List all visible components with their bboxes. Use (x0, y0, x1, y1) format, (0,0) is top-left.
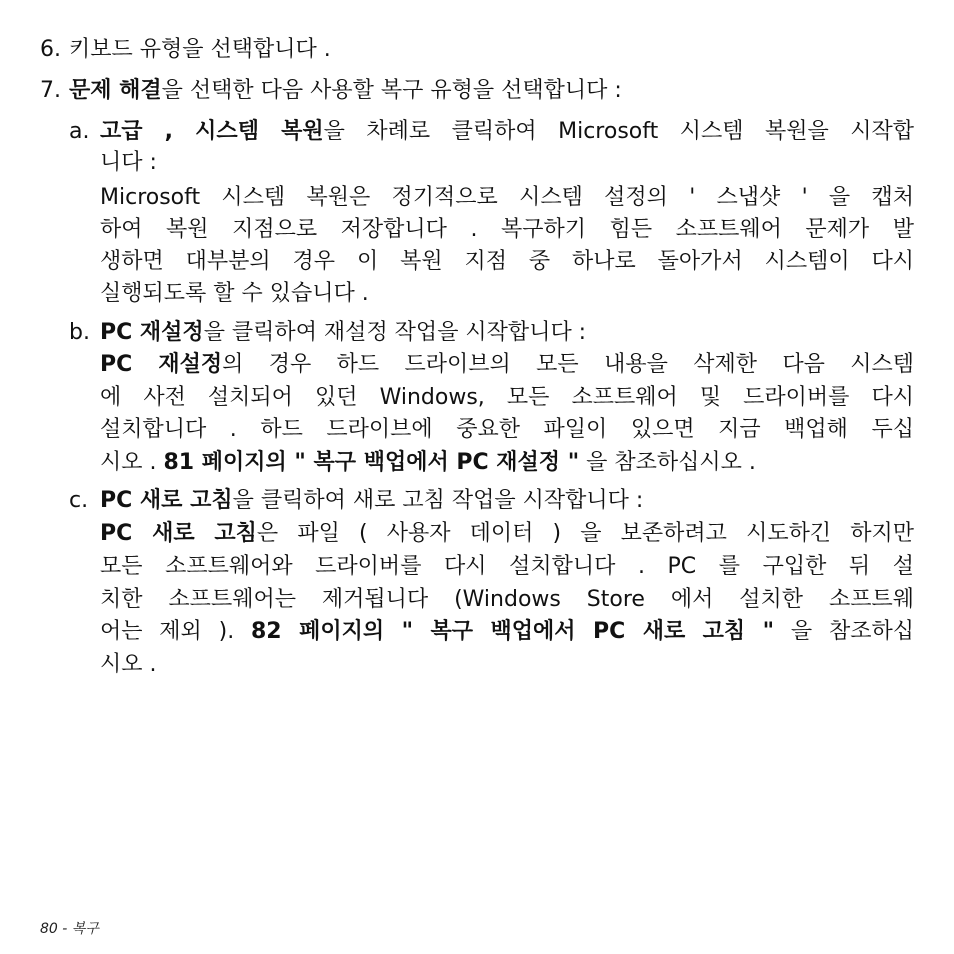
option-c-desc-1-rest: 은 파일 ( 사용자 데이터 ) 을 보존하려고 시도하긴 하지만 (256, 521, 914, 546)
step-7-bold-term: 문제 해결 (69, 78, 162, 103)
option-a-desc-3: 생하면 대부분의 경우 이 복원 지점 중 하나로 돌아가서 시스템이 다시 (100, 249, 914, 274)
option-c-label: c. (69, 488, 89, 513)
option-a-line-1 (100, 115, 914, 149)
option-a-label: a. (69, 119, 90, 144)
option-b-line-1-rest: 을 클릭하여 재설정 작업을 시작합니다 : (203, 320, 587, 345)
step-7-text (69, 74, 622, 108)
option-b-desc-1-rest: 의 경우 하드 드라이브의 모든 내용을 삭제한 다음 시스템 (222, 352, 915, 377)
option-c-desc-4-post: 을 참조하십 (774, 619, 914, 644)
option-c-desc-bold-term: PC 새로 고침 (100, 521, 257, 546)
option-c-desc-2: 모든 소프트웨어와 드라이버를 다시 설치합니다 . PC 를 구입한 뒤 설 (100, 554, 914, 579)
option-b-desc-bold-term: PC 재설정 (100, 352, 223, 377)
step-6-text: 키보드 유형을 선택합니다 . (69, 37, 331, 62)
option-b-desc-2: 에 사전 설치되어 있던 Windows, 모든 소프트웨어 및 드라이버를 다시 (100, 385, 914, 410)
option-b-line-1 (100, 316, 914, 350)
option-c-reference: 82 페이지의 " 복구 백업에서 PC 새로 고침 " (251, 619, 775, 644)
option-c-line-1-rest: 을 클릭하여 새로 고침 작업을 시작합니다 : (232, 488, 644, 513)
option-c-desc-4-pre: 어는 제외 ). (100, 619, 251, 644)
option-b-desc-4 (100, 446, 914, 480)
option-a-desc-1: Microsoft 시스템 복원은 정기적으로 시스템 설정의 ' 스냅샷 ' 을 캡처 (100, 185, 914, 210)
option-a-desc-2: 하여 복원 지점으로 저장합니다 . 복구하기 힘든 소프트웨어 문제가 발 (100, 217, 914, 242)
step-7-number: 7. (40, 78, 61, 103)
option-c-line-1 (100, 484, 914, 518)
option-b-reference: 81 페이지의 " 복구 백업에서 PC 재설정 " (163, 450, 580, 475)
option-b-desc-4-pre: 시오 . (100, 450, 164, 475)
option-c-desc-3: 치한 소프트웨어는 제거됩니다 (Windows Store 에서 설치한 소프트웨 (100, 587, 914, 612)
option-c-bold-term: PC 새로 고침 (100, 488, 233, 513)
option-c-desc-1 (100, 517, 914, 551)
option-c-desc-4 (100, 615, 914, 649)
option-a-bold-term: 고급 , 시스템 복원 (100, 119, 324, 144)
page-footer: 80 - 복구 (40, 921, 99, 937)
option-c-desc-5: 시오 . (100, 652, 157, 677)
option-b-label: b. (69, 320, 90, 345)
option-a-line-2: 니다 : (100, 150, 157, 175)
option-a-desc-4: 실행되도록 할 수 있습니다 . (100, 281, 369, 306)
option-b-desc-4-post: 을 참조하십시오 . (579, 450, 756, 475)
option-a-line-1-rest: 을 차례로 클릭하여 Microsoft 시스템 복원을 시작합 (323, 119, 914, 144)
option-b-desc-1 (100, 348, 914, 382)
step-7-rest: 을 선택한 다음 사용할 복구 유형을 선택합니다 : (161, 78, 622, 103)
option-b-bold-term: PC 재설정 (100, 320, 204, 345)
step-6-number: 6. (40, 37, 61, 62)
option-b-desc-3: 설치합니다 . 하드 드라이브에 중요한 파일이 있으면 지금 백업해 두십 (100, 417, 914, 442)
